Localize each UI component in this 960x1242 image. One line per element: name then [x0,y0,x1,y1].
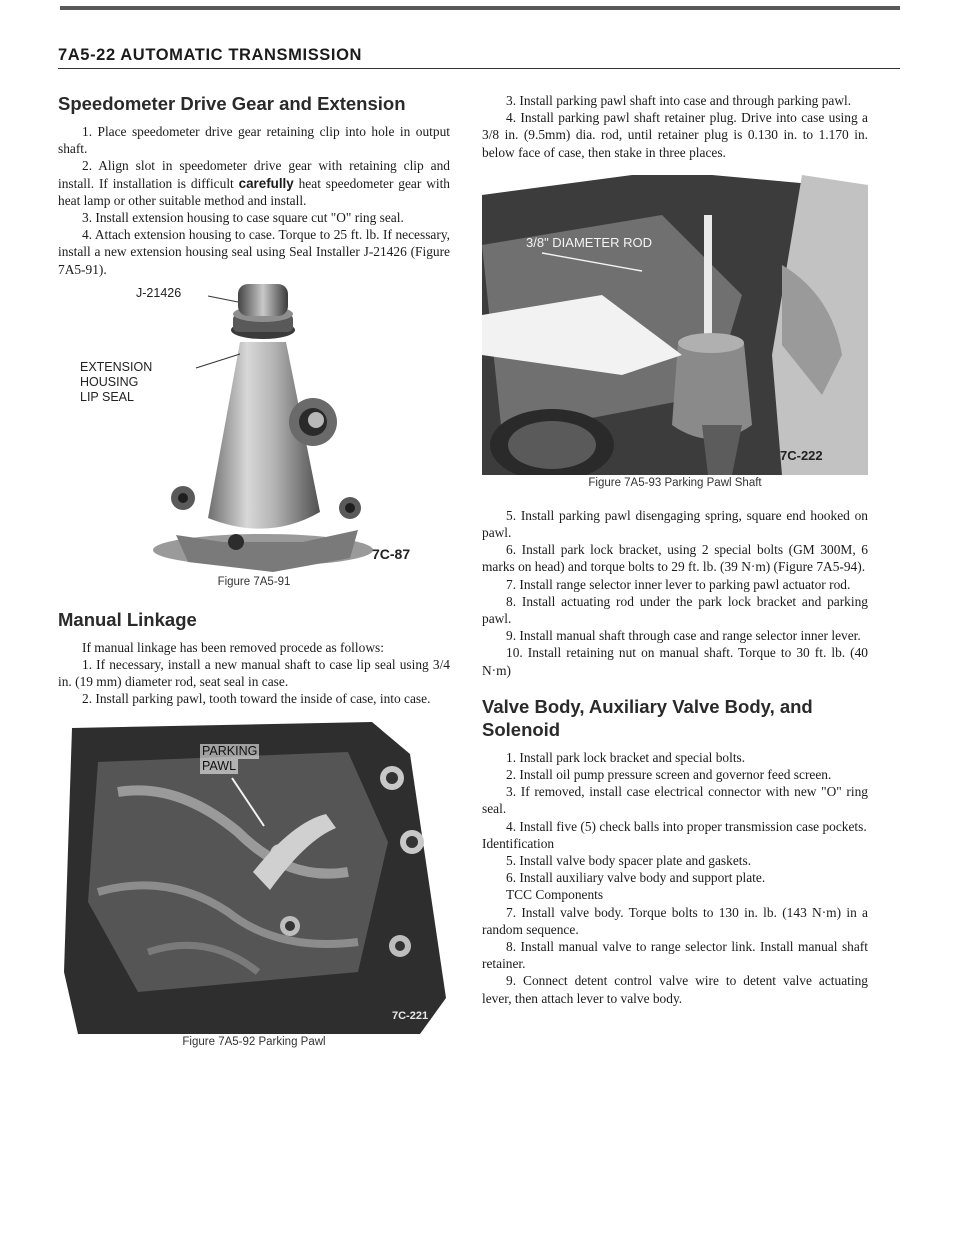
tool-callout: J-21426 [136,285,182,300]
subheading-identification: Identification [482,835,555,851]
header-rule [58,68,900,69]
section-heading-valve-body: Valve Body, Auxiliary Valve Body, and Solenoid [482,695,813,740]
figure-7a5-93 [482,175,868,493]
figure-code: 7C-222 [780,447,823,463]
step-text [58,157,450,209]
top-border [60,6,900,10]
step-text: 5. Install parking pawl disengaging spring, square end hooked on pawl. [482,507,868,541]
figure-caption: Figure 7A5-93 Parking Pawl Shaft [588,476,762,489]
step-text: 9. Connect detent control valve wire to detent valve actuating lever, then attach lever to valve body. [482,973,868,1006]
step-text: 2. Install parking pawl, tooth toward the inside of case, into case. [82,691,431,707]
step-text: 6. Install auxiliary valve body and support plate. [506,870,766,886]
step-text: 4. Install five (5) check balls into proper transmission case pockets. [506,818,867,834]
step-text: 3. Install parking pawl shaft into case and through parking pawl. [506,93,852,108]
left-column [58,92,450,1048]
figure-7a5-91 [58,280,450,592]
seal-callout-line1: EXTENSION [80,359,153,374]
rod-callout: 3/8" DIAMETER ROD [526,234,652,250]
step-text: 6. Install park lock bracket, using 2 special bolts (GM 300M, 6 marks on head) and torque bolts to 29 ft. lb. (39 N·m) (Figure 7A5-94). [482,542,868,575]
emphasis-text: carefully [238,175,294,191]
steps-mid [482,507,868,679]
step-text: 10. Install retaining nut on manual shaft. Torque to 30 ft. lb. (40 N·m) [482,645,868,678]
figure-caption: Figure 7A5-92 Parking Pawl [182,1035,326,1048]
pawl-callout-line2: PAWL [202,758,237,773]
step-text: 9. Install manual shaft through case and range selector inner lever. [506,628,861,644]
step-text: 4. Install parking pawl shaft retainer plug. Drive into case using a 3/8 in. (9.5mm) dia. rod, until retainer plug is 0.130 in. to 1.170 in. below face of case, then stake in three places. [482,110,868,160]
step-text: 1. Place speedometer drive gear retaining clip into hole in output shaft. [58,124,450,157]
step-text: 8. Install manual valve to range selector link. Install manual shaft retainer. [482,939,868,972]
figure-7a5-92 [58,722,450,1048]
step-text: 8. Install actuating rod under the park lock bracket and parking pawl. [482,593,868,627]
step-text: 7. Install range selector inner lever to parking pawl actuator rod. [506,576,851,592]
intro-text: If manual linkage has been removed procede as follows: [82,639,384,655]
figure-code: 7C-87 [372,545,411,562]
seal-callout-line2: HOUSING [80,374,139,389]
step-text-part: 2. Align slot in speedometer drive gear with retaining clip and install. If installation is difficult [58,158,450,191]
step-text: 2. Install oil pump pressure screen and governor feed screen. [506,767,832,783]
pawl-callout-line1: PARKING [202,743,258,758]
step-text: 1. If necessary, install a new manual shaft to case lip seal using 3/4 in. (19 mm) diameter rod, seat seal in case. [58,657,450,690]
step-text: 1. Install park lock bracket and special bolts. [506,749,746,765]
step-text: 5. Install valve body spacer plate and gaskets. [506,853,752,869]
parking-pawl-shaft-photo [482,175,868,475]
seal-callout-line3: LIP SEAL [80,389,134,404]
step-text: 3. Install extension housing to case square cut "O" ring seal. [82,210,404,226]
step-text: 7. Install valve body. Torque bolts to 130 in. lb. (143 N·m) in a random sequence. [482,904,868,937]
figure-code: 7C-221 [392,1009,429,1022]
figure-caption: Figure 7A5-91 [217,575,291,588]
step-text: 4. Attach extension housing to case. Torque to 25 ft. lb. If necessary, install a new extension housing seal using Seal Installer J-21426 (Figure 7A5-91). [58,227,450,277]
step-text-part: heat speedometer gear with heat lamp or other suitable method and install. [58,175,451,208]
right-column [482,92,868,1007]
parking-pawl-photo [58,722,450,1034]
subheading-tcc: TCC Components [506,887,604,903]
section-heading-manual-linkage: Manual Linkage [58,608,197,630]
step-text: 3. If removed, install case electrical connector with new "O" ring seal. [482,784,868,817]
page-header: 7A5-22 AUTOMATIC TRANSMISSION [58,46,363,64]
section-heading-speedometer: Speedometer Drive Gear and Extension [58,93,406,114]
